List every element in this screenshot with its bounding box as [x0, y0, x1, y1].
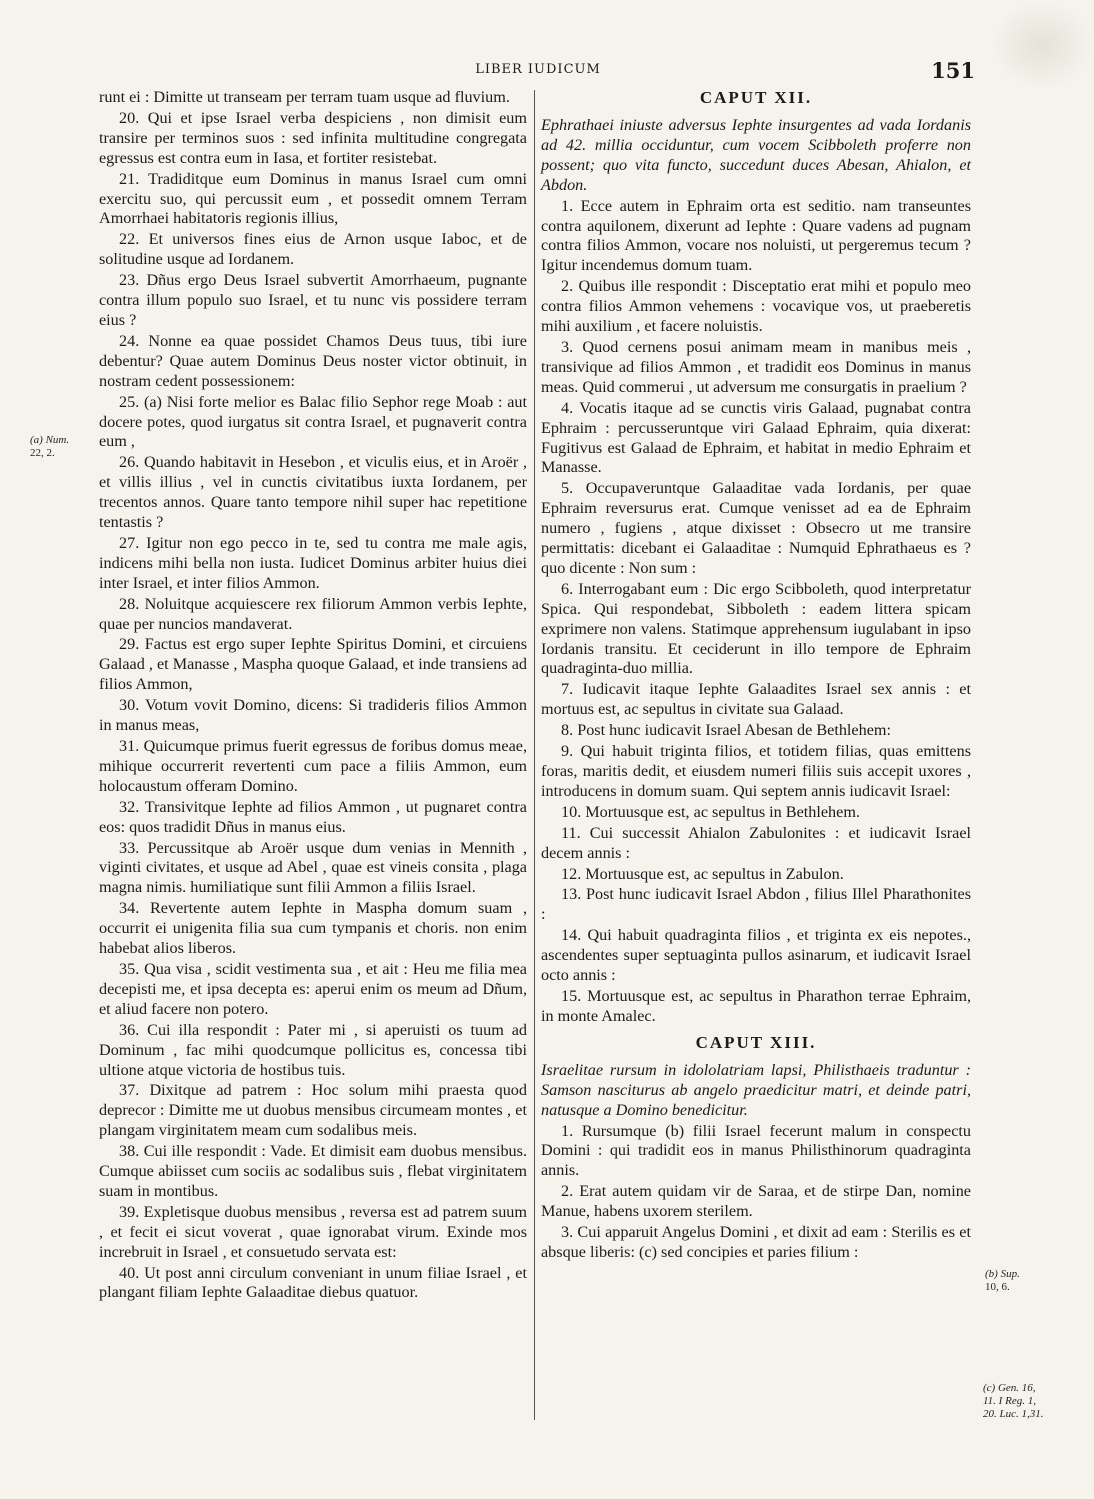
- verse: 21. Tradiditque eum Dominus in manus Israel cum omni exercitu suo, qui percussit eum , et possedit omnem Terram Amorrhaei habitatoris regionis illius,: [99, 169, 527, 228]
- verse: 27. Igitur non ego pecco in te, sed tu contra me male agis, indicens mihi bella non iusta. Iudicet Dominus arbiter huius diei inter Israel, et inter filios Ammon.: [99, 533, 527, 592]
- margin-note-c-line1: (c) Gen. 16,: [983, 1382, 1036, 1394]
- verse: 20. Qui et ipse Israel verba despiciens , non dimisit eum transire per terminos suos : sed infinita multitudine congregata egressus est contra eum in Iasa, et fortiter resistebat.: [99, 108, 527, 167]
- verse: 1. Rursumque (b) filii Israel fecerunt malum in conspectu Domini : qui tradidit eos in manus Philisthinorum quadraginta annis.: [541, 1121, 971, 1180]
- verse: 9. Qui habuit triginta filios, et totidem filias, quas emittens foras, maritis dedit, et eiusdem numeri filiis suis accepit uxores , introducens in domum suam. Qui septem annis iudicavit Israel:: [541, 742, 971, 800]
- verse: 24. Nonne ea quae possidet Chamos Deus tuus, tibi iure debentur? Quae autem Dominus Deus noster victor obtinuit, in nostram cedent possessionem:: [99, 331, 527, 390]
- verse: 1. Ecce autem in Ephraim orta est seditio. nam transeuntes contra aquilonem, dixerunt ad Iephte : Quare vadens ad pugnam contra filios Ammon, vocare nos noluisti, ut pergeremus tecum ? Igitur incendemus domum tuam.: [541, 196, 971, 275]
- chapter-heading: CAPUT XIII.: [695, 1032, 817, 1052]
- verse: 2. Erat autem quidam vir de Saraa, et de stirpe Dan, nomine Manue, habens uxorem sterilem.: [541, 1182, 971, 1221]
- running-head: [0, 58, 1094, 82]
- chapter-summary: Ephrathaei iniuste adversus Iephte insurgentes ad vada Iordanis ad 42. millia occiduntur, cum vocem Scibboleth proferre non possent; quo vita functo, succedunt duces Abesan, Ahialon, et Abdon.: [541, 116, 971, 194]
- verse: 38. Cui ille respondit : Vade. Et dimisit eam duobus mensibus. Cumque abiisset cum sociis ac sodalibus suis , flebat virginitatem suam in montibus.: [99, 1142, 527, 1200]
- verse: 40. Ut post anni circulum conveniant in unum filiae Israel , et plangant filiam Iephte Galaaditae diebus quatuor.: [99, 1263, 527, 1302]
- chapter-summary: Israelitae rursum in idololatriam lapsi, Philisthaeis traduntur : Samson nasciturus ab angelo praedicitur matri, et deinde patri, natusque a Domino benedicitur.: [541, 1060, 971, 1119]
- verse: 22. Et universos fines eius de Arnon usque Iaboc, et de solitudine usque ad Iordanem.: [99, 230, 527, 269]
- margin-note-b-ref: (b) Sup.: [985, 1268, 1020, 1280]
- verse: 35. Qua visa , scidit vestimenta sua , et ait : Heu me filia mea decepisti me, et ipsa decepta es: aperui enim os meum ad Dñum, et aliud facere non potero.: [99, 959, 527, 1018]
- verse: 6. Interrogabant eum : Dic ergo Scibboleth, quod interpretatur Spica. Qui respondebat, Sibboleth : eadem littera spicam exprimere non valens. Statimque apprehensum iugulabant in ipso Iordanis transitu. Et ceciderunt in illo tempore de Ephraim quadraginta-duo millia.: [541, 579, 971, 678]
- verse: 3. Quod cernens posui animam meam in manibus meis , transivique ad filios Ammon , et tradidit eos Dominus in manus meas. Quid commerui , ut adversum me consurgatis in praelium ?: [541, 337, 971, 396]
- margin-note-c-line2: 11. I Reg. 1,: [983, 1395, 1036, 1407]
- verse: 11. Cui successit Ahialon Zabulonites : et iudicavit Israel decem annis :: [541, 823, 971, 862]
- verse: 31. Quicumque primus fuerit egressus de foribus domus meae, mihique occurrerit revertenti cum pace a filiis Ammon, eum holocaustum offeram Domino.: [99, 737, 527, 795]
- running-title: LIBER IUDICUM: [475, 62, 601, 77]
- verse: 7. Iudicavit itaque Iephte Galaadites Israel sex annis : et mortuus est, ac sepultus in civitate sua Galaad.: [541, 680, 971, 719]
- margin-note-b: [985, 1268, 1020, 1294]
- verse: 39. Expletisque duobus mensibus , reversa est ad patrem suum , et fecit ei sicut voverat , quae ignorabat virum. Exinde mos increbruit in Israel , et consuetudo servata est:: [99, 1202, 527, 1261]
- verse: 26. Quando habitavit in Hesebon , et viculis eius, et in Aroër , et villis illius , vel in cunctis civitatibus iuxta Iordanem, per trecentos annos. Quare tanto tempore nihil super hac repetitione tentastis ?: [99, 453, 527, 532]
- margin-note-a-loc: 22, 2.: [30, 447, 55, 459]
- verse: 5. Occupaveruntque Galaaditae vada Iordanis, per quae Ephraim reversurus erat. Cumque venisset ad ea de Ephraim numero , fugiens , atque dixisset : Obsecro ut me transire permittatis: dicebant ei Galaaditae : Numquid Ephrathaeus es ? quo dicente : Non sum :: [541, 479, 971, 577]
- verse: runt ei : Dimitte ut transeam per terram tuam usque ad fluvium.: [99, 88, 510, 106]
- verse: 37. Dixitque ad patrem : Hoc solum mihi praesta quod deprecor : Dimitte me ut duobus mensibus circumeam montes , et plangam virginitatem meam cum sodalibus meis.: [99, 1081, 527, 1140]
- verse: 23. Dñus ergo Deus Israel subvertit Amorrhaeum, pugnante contra illum populo suo Israel, et tu nunc vis possidere terram eius ?: [99, 271, 527, 329]
- verse: 4. Vocatis itaque ad se cunctis viris Galaad, pugnabat contra Ephraim : percusseruntque viri Galaad Ephraim, quia dixerat: Fugitivus est Galaad de Ephraim, et habitat in medio Ephraim et Manasse.: [541, 398, 971, 477]
- page-number: 151: [931, 58, 975, 83]
- verse: 12. Mortuusque est, ac sepultus in Zabulon.: [561, 864, 844, 883]
- verse: 28. Noluitque acquiescere rex filiorum Ammon verbis Iephte, quae per nuncios mandaverat.: [99, 594, 527, 633]
- verse: 33. Percussitque ab Aroër usque dum venias in Mennith , viginti civitates, et usque ad Abel , quae est vineis consita , plaga magna nimis. humiliatique sunt filii Ammon a filiis Israel.: [99, 838, 527, 897]
- verse: 14. Qui habuit quadraginta filios , et triginta ex eis nepotes., ascendentes super septuaginta pullos asinarum, et iudicavit Israel octo annis :: [541, 926, 971, 985]
- verse: 29. Factus est ergo super Iephte Spiritus Domini, et circuiens Galaad , et Manasse , Maspha quoque Galaad, et inde transiens ad filios Ammon,: [99, 635, 527, 694]
- margin-note-a-ref: (a) Num.: [30, 434, 70, 446]
- right-column: [541, 88, 971, 1264]
- margin-note-c: [983, 1382, 1044, 1421]
- verse: 30. Votum vovit Domino, dicens: Si tradideris filios Ammon in manus meas,: [99, 696, 527, 735]
- verse: 8. Post hunc iudicavit Israel Abesan de Bethlehem:: [561, 721, 891, 740]
- verse: 2. Quibus ille respondit : Disceptatio erat mihi et populo meo contra filios Ammon vehemens : vocavique vos, ut praeberetis mihi auxilium , et facere noluistis.: [541, 277, 971, 336]
- verse: 15. Mortuusque est, ac sepultus in Pharathon terrae Ephraim, in monte Amalec.: [541, 986, 971, 1025]
- margin-note-b-loc: 10, 6.: [985, 1281, 1010, 1293]
- chapter-heading: CAPUT XII.: [699, 88, 813, 107]
- verse: 32. Transivitque Iephte ad filios Ammon , ut pugnaret contra eos: quos tradidit Dñus in manus eius.: [99, 797, 527, 836]
- verse: 25. (a) Nisi forte melior es Balac filio Sephor rege Moab : aut docere potes, quod iurgatus sit contra Israel, et pugnaverit contra eum ,: [99, 392, 527, 451]
- margin-note-c-line3: 20. Luc. 1,31.: [983, 1408, 1044, 1420]
- left-column: [99, 88, 527, 1304]
- verse: 36. Cui illa respondit : Pater mi , si aperuisti os tuum ad Dominum , fac mihi quodcumque pollicitus es, concessa tibi ultione atque victoria de hostibus tuis.: [99, 1020, 527, 1079]
- margin-note-a: [30, 434, 69, 460]
- verse: 13. Post hunc iudicavit Israel Abdon , filius Illel Pharathonites :: [541, 885, 971, 924]
- column-divider: [534, 90, 535, 1420]
- verse: 34. Revertente autem Iephte in Maspha domum suam , occurrit ei unigenita filia sua cum tympanis et choris. non enim habebat alios liberos.: [99, 899, 527, 958]
- verse: 10. Mortuusque est, ac sepultus in Bethlehem.: [561, 802, 860, 821]
- verse: 3. Cui apparuit Angelus Domini , et dixit ad eam : Sterilis es et absque liberis: (c) sed concipies et paries filium :: [541, 1223, 971, 1261]
